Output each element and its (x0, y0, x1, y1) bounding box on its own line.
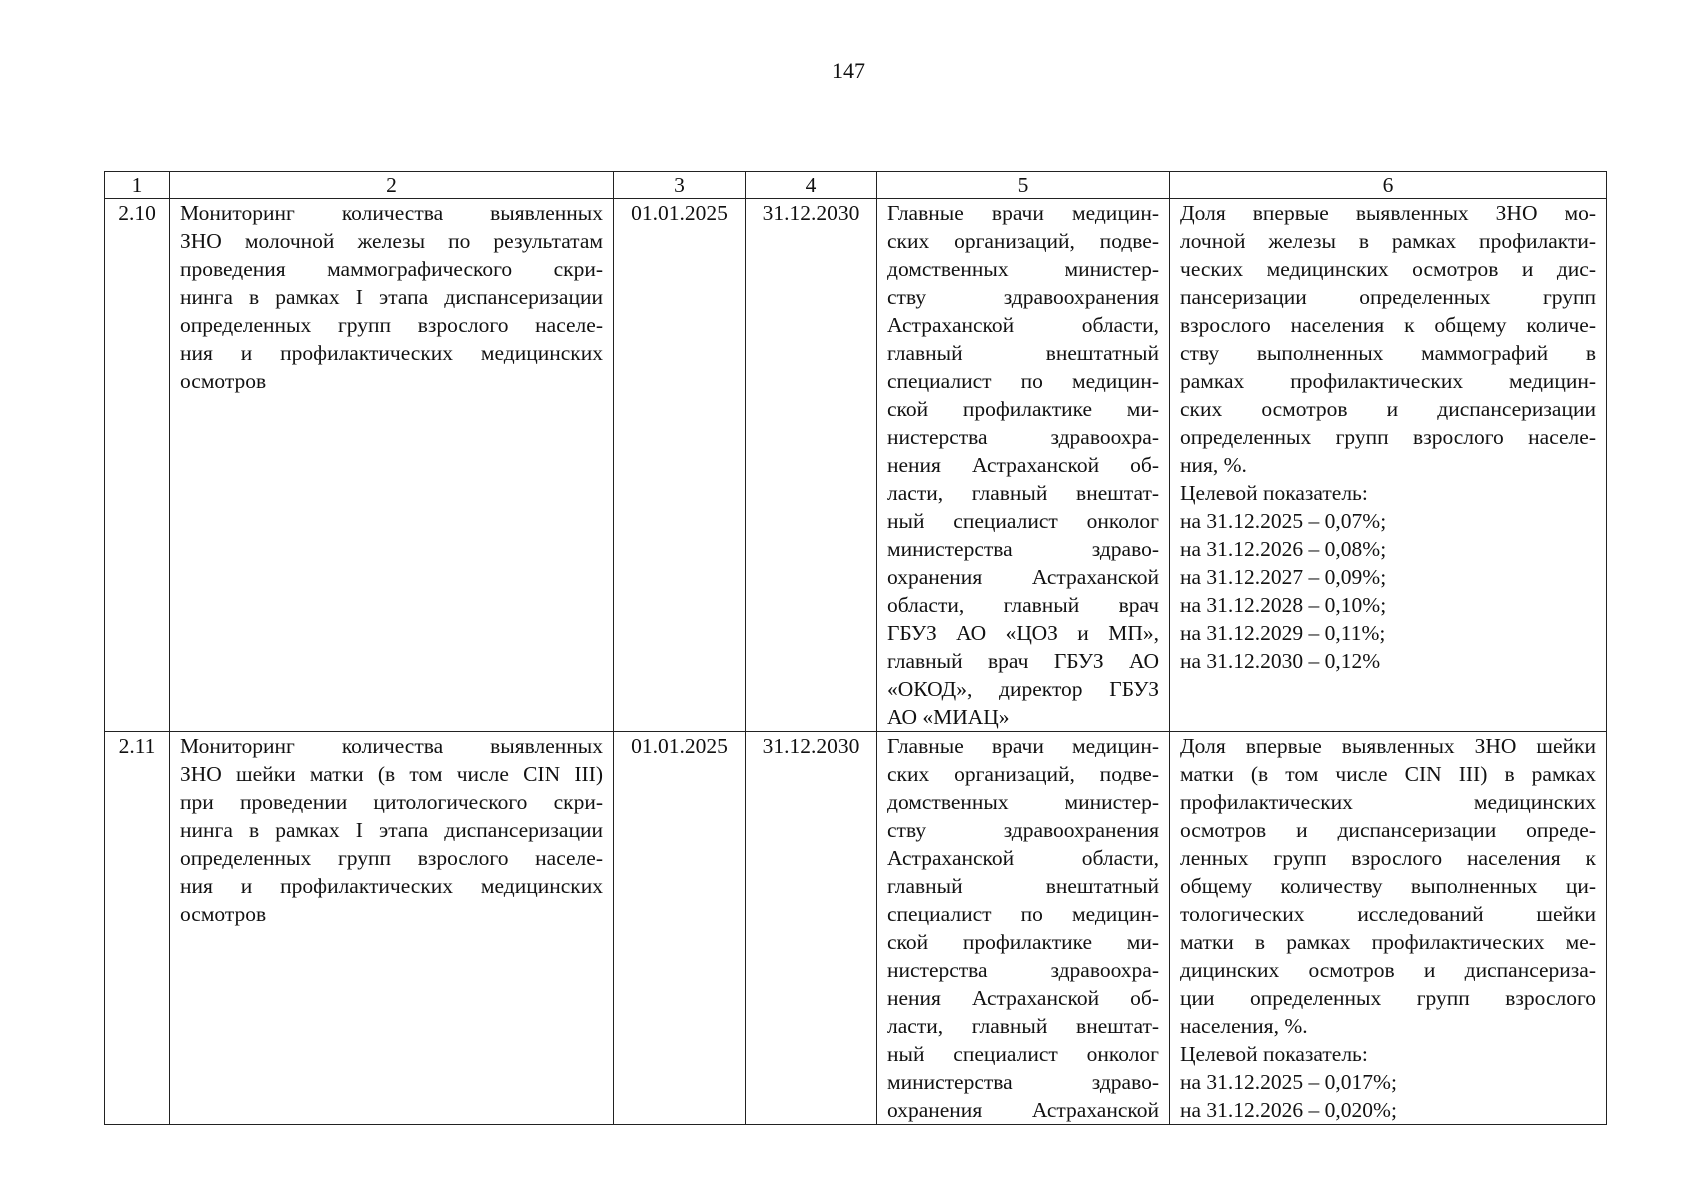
responsible-line: ласти, главный внештат- (887, 1014, 1159, 1038)
indicator-line: определенных групп взрослого населе- (1180, 425, 1596, 449)
event-line: ния и профилактических медицинских (180, 874, 603, 898)
indicator-line: Доля впервые выявленных ЗНО шейки (1180, 734, 1596, 758)
start-date-text: 01.01.2025 (631, 201, 728, 225)
column-number-3: 3 (614, 172, 746, 199)
row-number-text: 2.11 (118, 734, 156, 758)
table-body (105, 199, 1607, 1125)
responsible-line: ской профилактике ми- (887, 397, 1159, 421)
start-date (614, 199, 746, 732)
event-line: осмотров (180, 902, 267, 926)
start-date-text: 01.01.2025 (631, 734, 728, 758)
responsible-line: главный внештатный (887, 874, 1159, 898)
event-line: при проведении цитологического скри- (180, 790, 603, 814)
event-line: осмотров (180, 369, 267, 393)
indicator-line: осмотров и диспансеризации опреде- (1180, 818, 1596, 842)
indicator-line: ческих медицинских осмотров и дис- (1180, 257, 1596, 281)
responsible-line: ству здравоохранения (887, 818, 1159, 842)
end-date-text: 31.12.2030 (762, 201, 860, 225)
responsible-line: охранения Астраханской (887, 565, 1159, 589)
responsible-line: Астраханской области, (887, 846, 1159, 870)
indicator-line: взрослого населения к общему количе- (1180, 313, 1596, 337)
measures-table (104, 171, 1607, 1125)
indicator-line: на 31.12.2025 – 0,017%; (1180, 1070, 1397, 1094)
responsible-line: нистерства здравоохра- (887, 425, 1159, 449)
event-line: ния и профилактических медицинских (180, 341, 603, 365)
responsible-line: области, главный врач (887, 593, 1159, 617)
responsible-line: ской профилактике ми- (887, 930, 1159, 954)
indicator-line: населения, %. (1180, 1014, 1308, 1038)
indicator-line: на 31.12.2028 – 0,10%; (1180, 593, 1387, 617)
indicator-line: пансеризации определенных групп (1180, 285, 1596, 309)
responsible-line: домственных министер- (887, 790, 1159, 814)
event-description (170, 732, 614, 1125)
indicator-line: общему количеству выполненных ци- (1180, 874, 1596, 898)
responsible-line: ласти, главный внештат- (887, 481, 1159, 505)
indicator-line: дицинских осмотров и диспансериза- (1180, 958, 1596, 982)
event-line: нинга в рамках I этапа диспансеризации (180, 818, 603, 842)
table-row (105, 732, 1607, 1125)
start-date (614, 732, 746, 1125)
row-number (105, 732, 170, 1125)
responsible-line: «ОКОД», директор ГБУЗ (887, 677, 1159, 701)
responsible-line: нистерства здравоохра- (887, 958, 1159, 982)
responsible-line: главный внештатный (887, 341, 1159, 365)
indicator-line: Целевой показатель: (1180, 1042, 1368, 1066)
target-indicator (1170, 732, 1607, 1125)
indicator-line: лочной железы в рамках профилакти- (1180, 229, 1596, 253)
column-number-2: 2 (170, 172, 614, 199)
responsible-line: специалист по медицин- (887, 902, 1159, 926)
column-number-6: 6 (1170, 172, 1607, 199)
responsible-line: ный специалист онколог (887, 509, 1159, 533)
page-number: 147 (832, 58, 865, 83)
row-number-text: 2.10 (118, 201, 156, 225)
end-date-text: 31.12.2030 (762, 734, 860, 758)
indicator-line: на 31.12.2027 – 0,09%; (1180, 565, 1387, 589)
responsible-line: нения Астраханской об- (887, 986, 1159, 1010)
event-line: ЗНО молочной железы по результатам (180, 229, 603, 253)
responsible-persons (877, 732, 1170, 1125)
responsible-line: министерства здраво- (887, 537, 1159, 561)
responsible-line: ских организаций, подве- (887, 762, 1159, 786)
responsible-line: АО «МИАЦ» (887, 705, 1010, 729)
event-line: Мониторинг количества выявленных (180, 734, 603, 758)
indicator-line: на 31.12.2026 – 0,08%; (1180, 537, 1387, 561)
event-line: Мониторинг количества выявленных (180, 201, 603, 225)
responsible-line: домственных министер- (887, 257, 1159, 281)
end-date (746, 732, 877, 1125)
responsible-line: нения Астраханской об- (887, 453, 1159, 477)
event-line: определенных групп взрослого населе- (180, 313, 603, 337)
indicator-line: ству выполненных маммографий в (1180, 341, 1596, 365)
indicator-line: ния, %. (1180, 453, 1247, 477)
responsible-line: ству здравоохранения (887, 285, 1159, 309)
indicator-line: ции определенных групп взрослого (1180, 986, 1596, 1010)
indicator-line: Доля впервые выявленных ЗНО мо- (1180, 201, 1596, 225)
indicator-line: ских осмотров и диспансеризации (1180, 397, 1596, 421)
responsible-line: министерства здраво- (887, 1070, 1159, 1094)
column-number-5: 5 (877, 172, 1170, 199)
responsible-line: главный врач ГБУЗ АО (887, 649, 1159, 673)
responsible-persons (877, 199, 1170, 732)
indicator-line: матки (в том числе CIN III) в рамках (1180, 762, 1596, 786)
indicator-line: рамках профилактических медицин- (1180, 369, 1596, 393)
indicator-line: ленных групп взрослого населения к (1180, 846, 1596, 870)
column-number-row (105, 172, 1607, 199)
indicator-line: матки в рамках профилактических ме- (1180, 930, 1596, 954)
event-line: определенных групп взрослого населе- (180, 846, 603, 870)
event-line: ЗНО шейки матки (в том числе CIN III) (180, 762, 603, 786)
responsible-line: Главные врачи медицин- (887, 734, 1159, 758)
indicator-line: тологических исследований шейки (1180, 902, 1596, 926)
indicator-line: на 31.12.2026 – 0,020%; (1180, 1098, 1397, 1122)
indicator-line: на 31.12.2025 – 0,07%; (1180, 509, 1387, 533)
indicator-line: Целевой показатель: (1180, 481, 1368, 505)
responsible-line: охранения Астраханской (887, 1098, 1159, 1122)
table-row (105, 199, 1607, 732)
responsible-line: Астраханской области, (887, 313, 1159, 337)
responsible-line: специалист по медицин- (887, 369, 1159, 393)
column-number-4: 4 (746, 172, 877, 199)
responsible-line: ских организаций, подве- (887, 229, 1159, 253)
indicator-line: профилактических медицинских (1180, 790, 1596, 814)
row-number (105, 199, 170, 732)
target-indicator (1170, 199, 1607, 732)
responsible-line: ГБУЗ АО «ЦОЗ и МП», (887, 621, 1159, 645)
responsible-line: ный специалист онколог (887, 1042, 1159, 1066)
column-number-1: 1 (105, 172, 170, 199)
event-description (170, 199, 614, 732)
event-line: нинга в рамках I этапа диспансеризации (180, 285, 603, 309)
end-date (746, 199, 877, 732)
event-line: проведения маммографического скри- (180, 257, 603, 281)
indicator-line: на 31.12.2030 – 0,12% (1180, 649, 1381, 673)
responsible-line: Главные врачи медицин- (887, 201, 1159, 225)
indicator-line: на 31.12.2029 – 0,11%; (1180, 621, 1386, 645)
